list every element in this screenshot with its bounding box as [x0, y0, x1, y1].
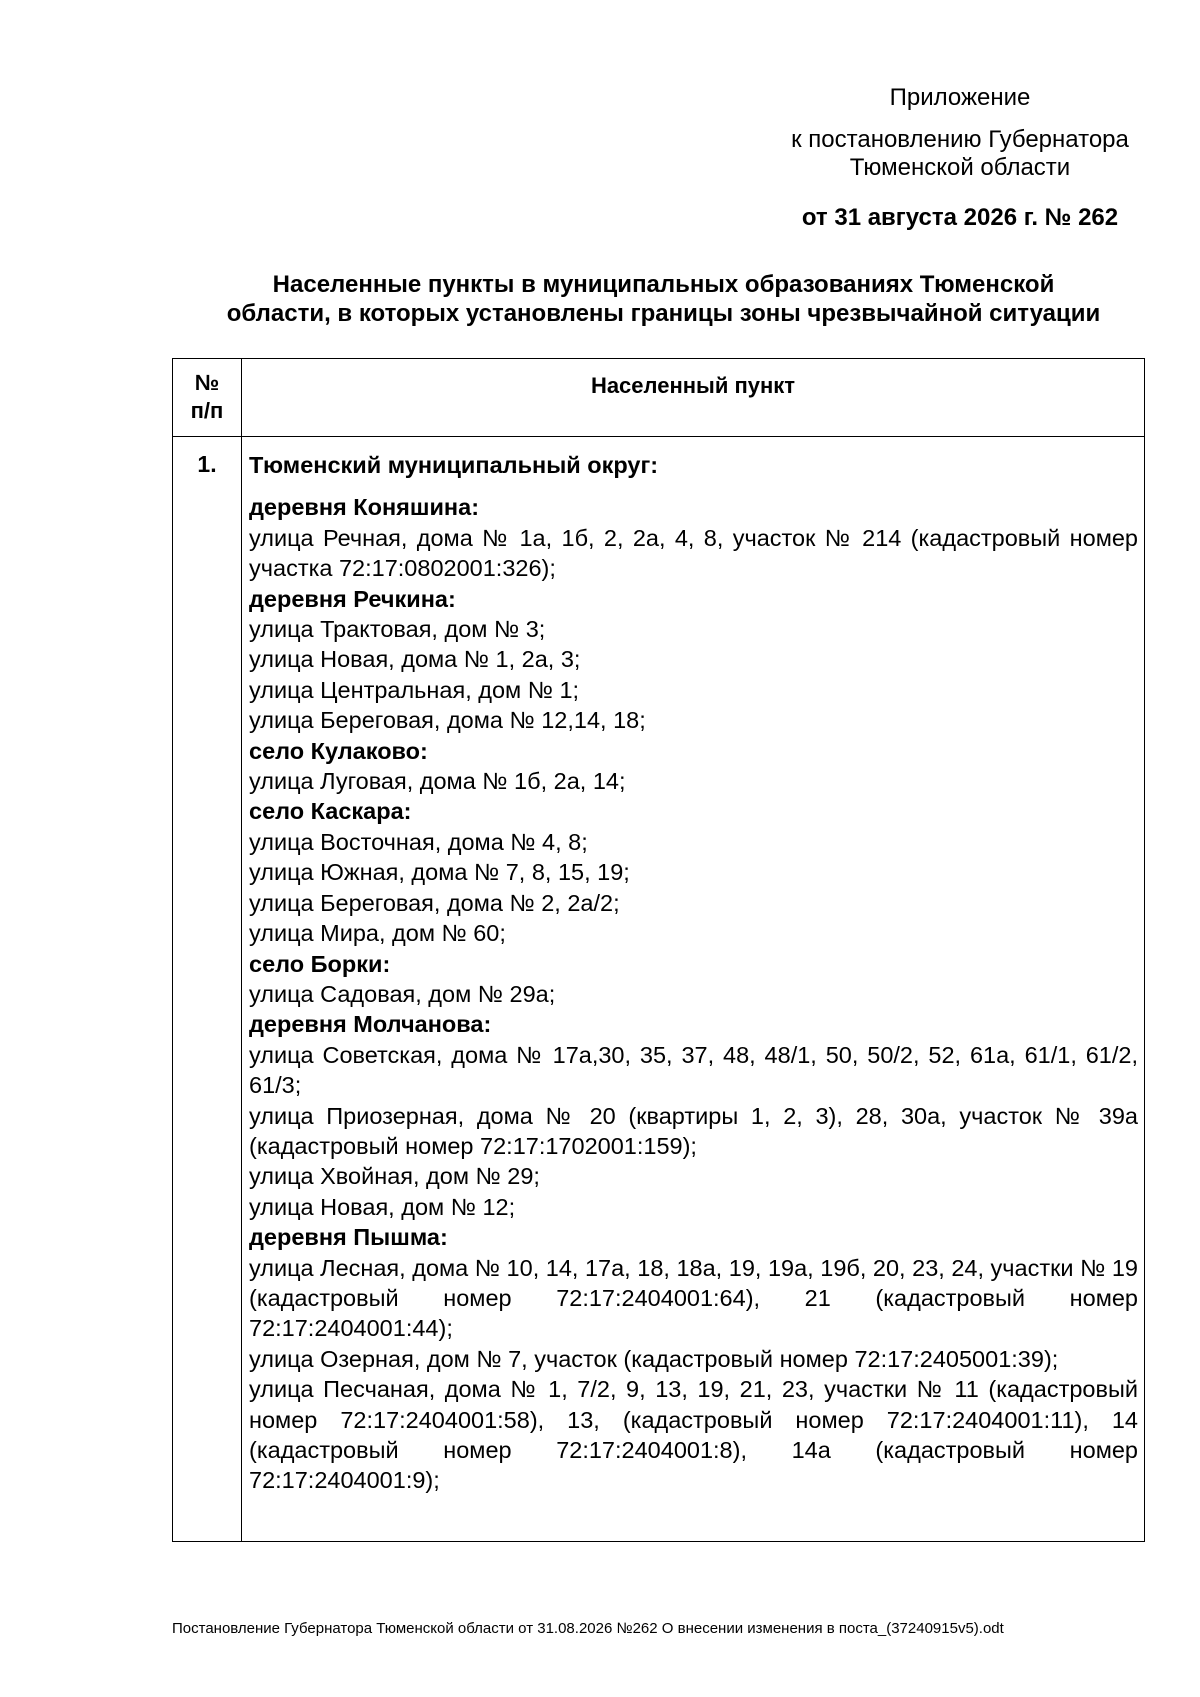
table-header-divider	[173, 436, 1144, 437]
settlements-table	[172, 358, 1145, 1542]
street-entry: улица Луговая, дома № 1б, 2а, 14;	[249, 768, 626, 795]
settlement-name: село Борки:	[249, 950, 391, 977]
street-entry: улица Песчаная, дома № 1, 7/2, 9, 13, 19, 21, 23, участки № 11 (кадастровый номер 72:17:2404001:58), 13, (кадастровый номер 72:17:2404001:11), 14 (кадастровый номер 72:17:2404001:8), 14а (кадастровый номер 72:17:2404001:9);	[249, 1376, 1138, 1494]
table-header-number	[173, 369, 241, 425]
street-entry: улица Мира, дом № 60;	[249, 920, 506, 947]
settlement-name: село Кулаково:	[249, 737, 428, 764]
street-entry: улица Южная, дома № 7, 8, 15, 19;	[249, 859, 630, 886]
page-footer: Постановление Губернатора Тюменской области от 31.08.2026 №262 О внесении изменения в поста_(37240915v5).odt	[172, 1620, 1004, 1637]
appendix-line-2: Тюменской области	[849, 154, 1071, 181]
settlement-name: деревня Пышма:	[249, 1224, 448, 1251]
document-title-line-1: Населенные пункты в муниципальных образованиях Тюменской	[272, 271, 1055, 298]
table-header-settlement: Населенный пункт	[590, 373, 796, 398]
table-row-number: 1.	[197, 451, 217, 477]
street-entry: улица Восточная, дома № 4, 8;	[249, 828, 588, 855]
street-entry: улица Речная, дома № 1а, 1б, 2, 2а, 4, 8, участок № 214 (кадастровый номер участка 72:17:0802001:326);	[249, 524, 1138, 582]
appendix-date: от 31 августа 2026 г. № 262	[801, 204, 1119, 231]
district-name: Тюменский муниципальный округ:	[249, 452, 659, 478]
header-number-symbol: №	[194, 370, 220, 395]
street-entry: улица Береговая, дома № 12,14, 18;	[249, 707, 646, 734]
street-entry: улица Озерная, дом № 7, участок (кадастровый номер 72:17:2405001:39);	[249, 1345, 1059, 1372]
table-row-content	[249, 450, 1138, 1496]
settlement-name: деревня Молчанова:	[249, 1011, 492, 1038]
settlement-name: село Каскара:	[249, 798, 412, 825]
street-entry: улица Садовая, дом № 29а;	[249, 980, 556, 1007]
street-entry: улица Новая, дома № 1, 2а, 3;	[249, 646, 581, 673]
appendix-header	[690, 84, 1200, 232]
street-entry: улица Хвойная, дом № 29;	[249, 1163, 540, 1190]
appendix-title: Приложение	[889, 84, 1031, 111]
appendix-line-1: к постановлению Губернатора	[791, 126, 1129, 153]
header-number-pp: п/п	[190, 398, 224, 423]
document-title-line-2: области, в которых установлены границы зоны чрезвычайной ситуации	[226, 300, 1101, 327]
street-entry: улица Береговая, дома № 2, 2а/2;	[249, 889, 620, 916]
document-title	[172, 270, 1155, 328]
street-entry: улица Лесная, дома № 10, 14, 17а, 18, 18а, 19, 19а, 19б, 20, 23, 24, участки № 19 (кадастровый номер 72:17:2404001:64), 21 (кадастровый номер 72:17:2404001:44);	[249, 1254, 1138, 1342]
street-entry: улица Трактовая, дом № 3;	[249, 616, 546, 643]
settlement-name: деревня Коняшина:	[249, 494, 480, 521]
street-entry: улица Советская, дома № 17а,30, 35, 37, 48, 48/1, 50, 50/2, 52, 61а, 61/1, 61/2, 61/3;	[249, 1041, 1138, 1099]
street-entry: улица Центральная, дом № 1;	[249, 676, 580, 703]
street-entry: улица Новая, дом № 12;	[249, 1193, 516, 1220]
settlement-name: деревня Речкина:	[249, 585, 456, 612]
street-entry: улица Приозерная, дома № 20 (квартиры 1, 2, 3), 28, 30а, участок № 39а (кадастровый номер 72:17:1702001:159);	[249, 1102, 1138, 1159]
table-column-divider	[241, 359, 242, 1541]
